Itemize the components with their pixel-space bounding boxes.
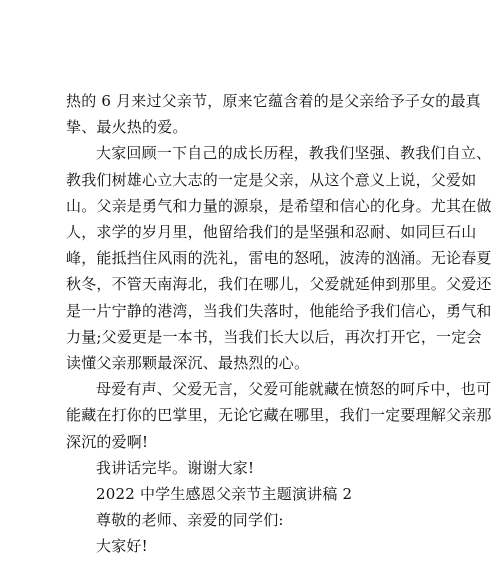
text-line: 尊敬的老师、亲爱的同学们:	[96, 511, 284, 530]
paragraph-3	[66, 376, 492, 455]
text-line: 深沉的爱啊!	[66, 432, 149, 451]
text-line: 山。父亲是勇气和力量的源泉，是希望和信心的化身。尤其在做	[66, 196, 492, 215]
text-line: 教我们树雄心立大志的一定是父亲，从这个意义上说，父爱如	[66, 170, 477, 189]
closing-remark	[66, 455, 438, 481]
text-line: 读懂父亲那颗最深沉、最热烈的心。	[66, 354, 310, 373]
document-body	[66, 88, 492, 560]
text-line: 能藏在打你的巴掌里，无论它藏在哪里，我们一定要理解父亲那	[66, 406, 492, 425]
text-line: 2022 中学生感恩父亲节主题演讲稿 2	[96, 485, 353, 504]
text-line: 母爱有声、父爱无言，父爱可能就藏在愤怒的呵斥中，也可	[96, 380, 492, 399]
text-line: 大家好!	[96, 537, 148, 556]
text-line: 是一片宁静的港湾，当我们失落时，他能给予我们信心，勇气和	[66, 301, 492, 320]
greeting	[66, 533, 438, 559]
text-line: 峰，能抵挡住风雨的洗礼，雷电的怒吼，波涛的汹涌。无论春夏	[66, 249, 492, 268]
paragraph-2	[66, 140, 492, 376]
text-line: 秋冬，不管天南海北，我们在哪儿，父爱就延伸到那里。父爱还	[66, 275, 492, 294]
text-line: 挚、最火热的爱。	[66, 118, 188, 137]
salutation	[66, 507, 438, 533]
text-line: 人，求学的岁月里，他留给我们的是坚强和忍耐、如同巨石山	[66, 223, 477, 242]
text-line: 热的 6 月来过父亲节，原来它蕴含着的是父亲给予子女的最真	[66, 92, 481, 110]
text-line: 我讲话完毕。谢谢大家!	[96, 458, 255, 477]
paragraph-1	[66, 88, 481, 140]
text-line: 力量;父爱更是一本书，当我们长大以后，再次打开它，一定会	[66, 327, 482, 346]
section-title	[66, 481, 438, 507]
text-line: 大家回顾一下自己的成长历程，教我们坚强、教我们自立、	[96, 144, 492, 163]
